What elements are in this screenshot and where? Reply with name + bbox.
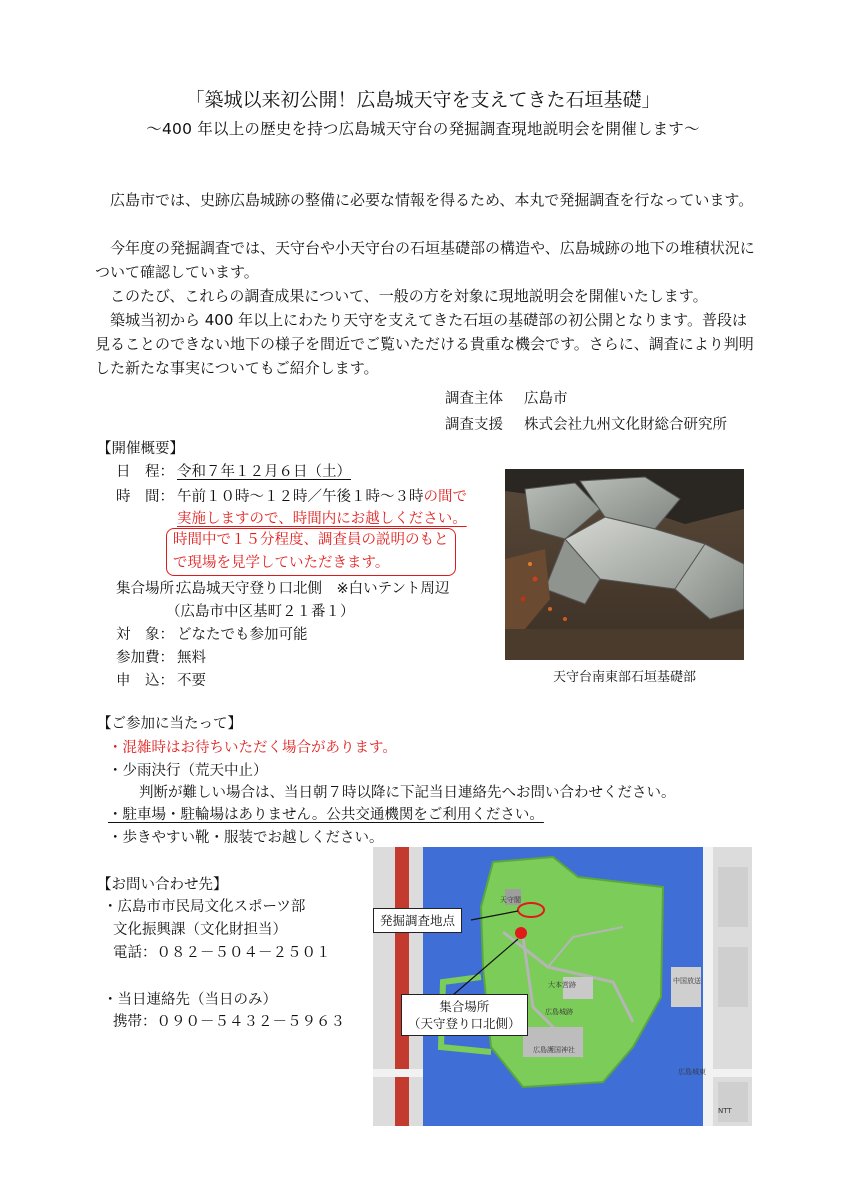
support-value: 株式会社九州文化財総合研究所 <box>524 417 727 433</box>
contact-heading: 【お問い合わせ先】 <box>97 877 228 893</box>
time-note-box <box>166 528 456 576</box>
note-parking: ・駐車場・駐輪場はありません。公共交通機関をご利用ください。 <box>108 807 544 823</box>
map-meet-label-2: （天守登り口北側） <box>408 1016 521 1031</box>
venue-map-drawing <box>373 847 752 1126</box>
intro-paragraph-1: 広島市では、史跡広島城跡の整備に必要な情報を得るため、本丸で発掘調査を行なっています。 <box>110 191 754 209</box>
contact-phone: 電話：０８２－５０４－２５０１ <box>113 945 331 961</box>
host-value: 広島市 <box>524 391 568 407</box>
note-rain-detail: 判断が難しい場合は、当日朝７時以降に下記当日連絡先へお問い合わせください。 <box>139 785 676 801</box>
venue-map <box>373 847 752 1126</box>
notes-heading: 【ご参加に当たって】 <box>97 716 242 732</box>
fee-label: 参加費： <box>116 650 174 666</box>
date-value: 令和７年１２月６日（土） <box>177 464 351 480</box>
note-shoes: ・歩きやすい靴・服装でお越しください。 <box>108 830 384 846</box>
fee-value: 無料 <box>177 650 206 666</box>
note-crowd: ・混雑時はお待ちいただく場合があります。 <box>108 740 397 756</box>
time-value-line <box>177 485 467 506</box>
map-tag-tenshu: 天守閣 <box>500 896 521 904</box>
map-meet-label-1: 集合場所 <box>439 999 490 1014</box>
host-label: 調査主体 <box>445 391 503 407</box>
place-value: 広島城天守登り口北側 ※白いテント周辺 <box>177 581 450 597</box>
contact-section: 文化振興課（文化財担当） <box>113 922 287 938</box>
map-tag-honmaru: 大本営跡 <box>548 981 576 989</box>
map-tag-chugoku: 中国放送 <box>673 977 701 985</box>
map-tag-castle: 広島城跡 <box>545 1008 573 1016</box>
overview-heading: 【開催概要】 <box>97 441 184 457</box>
page-title: 「築城以来初公開！広島城天守を支えてきた石垣基礎」 <box>185 89 661 111</box>
intro-paragraph-2: 今年度の発掘調査では、天守台や小天守台の石垣基礎部の構造や、広島城跡の地下の堆積状況について確認しています。 <box>95 239 755 281</box>
date-label: 日 程： <box>116 464 174 480</box>
map-dig-site-label: 発掘調査地点 <box>373 908 462 933</box>
time-note-1: 時間中で１５分程度、調査員の説明のもと <box>173 532 449 548</box>
target-value: どなたでも参加可能 <box>177 627 308 643</box>
support-label: 調査支援 <box>445 417 503 433</box>
place-label: 集合場所： <box>116 581 189 597</box>
time-red-2: 実施しますので、時間内にお越しください。 <box>177 511 467 527</box>
apply-label: 申 込： <box>116 673 174 689</box>
map-tag-shrine: 広島護国神社 <box>533 1046 575 1054</box>
time-note-2: で現場を見学していただきます。 <box>173 555 390 571</box>
time-red-1: の間で <box>423 489 467 505</box>
contact-dept: ・広島市市民局文化スポーツ部 <box>103 899 306 915</box>
map-tag-ntt: NTT <box>718 1107 732 1115</box>
target-label: 対 象： <box>116 627 174 643</box>
contact-mobile: 携帯：０９０－５４３２－５９６３ <box>113 1014 345 1030</box>
map-tag-castle-east: 広島城東 <box>678 1068 706 1076</box>
stone-wall-photo <box>505 469 744 660</box>
stone-wall-illustration <box>505 469 744 660</box>
contact-sameday: ・当日連絡先（当日のみ） <box>103 992 277 1008</box>
apply-value: 不要 <box>177 673 206 689</box>
time-value: 午前１０時～１２時／午後１時～３時 <box>177 489 424 505</box>
page-subtitle: ～400 年以上の歴史を持つ広島城天守台の発掘調査現地説明会を開催します～ <box>146 120 700 138</box>
note-rain: ・少雨決行（荒天中止） <box>108 763 268 779</box>
photo-caption: 天守台南東部石垣基礎部 <box>552 670 696 685</box>
intro-paragraph-3: このたび、これらの調査成果について、一般の方を対象に現地説明会を開催いたします。 <box>110 287 708 305</box>
time-label: 時 間： <box>116 489 174 505</box>
intro-paragraph-4: 築城当初から 400 年以上にわたり天守を支えてきた石垣の基礎部の初公開となります。普段は見ることのできない地下の様子を間近でご覧いただける貴重な機会です。さらに、調査により判明した新たな事実についてもご紹介します。 <box>95 311 754 377</box>
place-address: （広島市中区基町２１番１） <box>166 604 355 620</box>
map-meeting-point-label <box>401 994 528 1036</box>
